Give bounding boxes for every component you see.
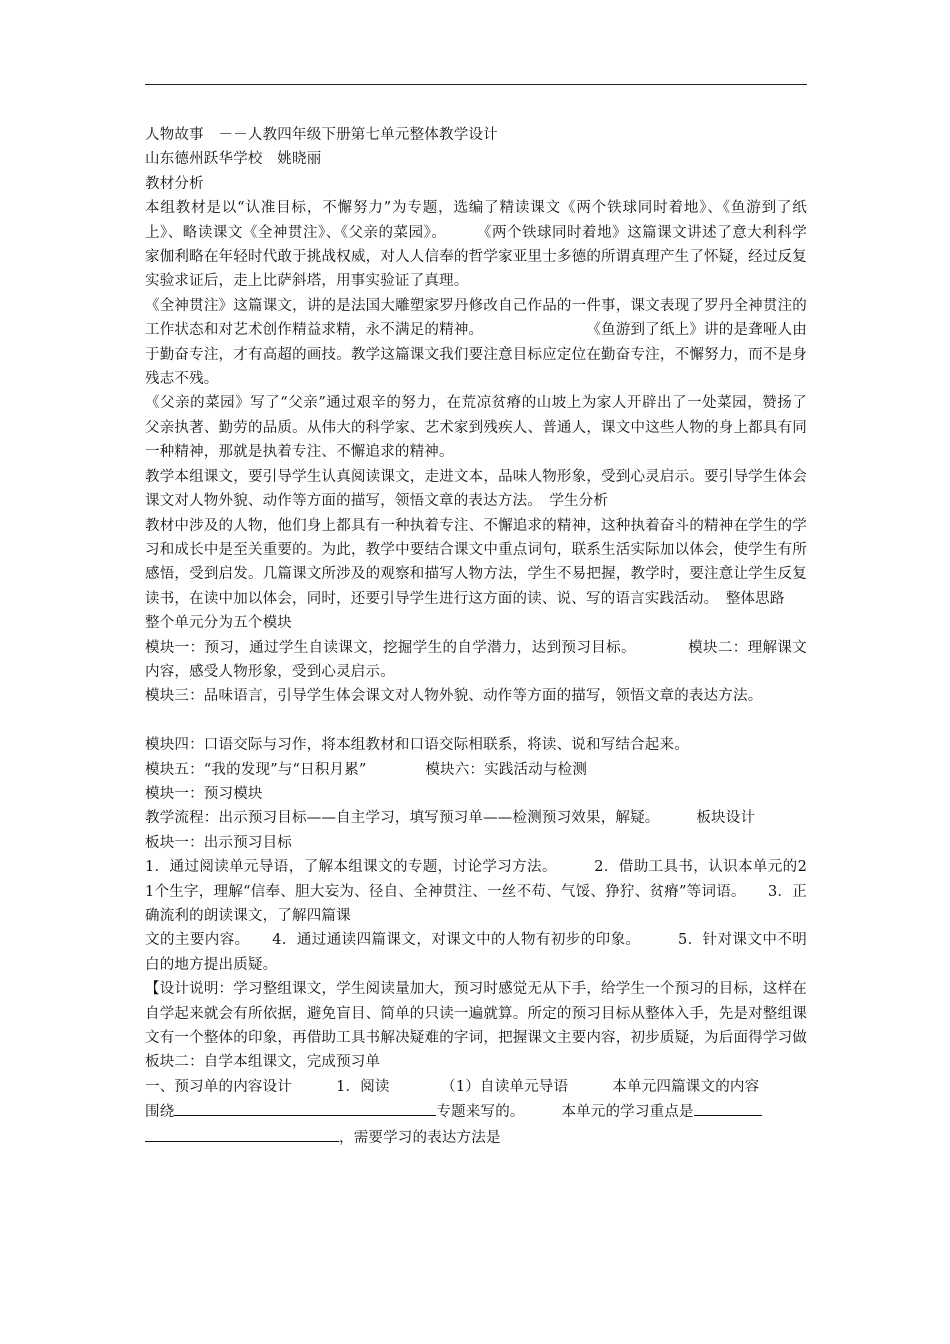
- author-line: 山东德州跃华学校 姚晓丽: [145, 151, 322, 168]
- document-title: 人物故事 －－人教四年级下册第七单元整体教学设计: [145, 127, 498, 143]
- worksheet-text: ，需要学习的表达方法是: [339, 1129, 501, 1146]
- worksheet-text: 围绕: [145, 1104, 175, 1121]
- header-rule: [145, 84, 807, 85]
- paragraph: 1．通过阅读单元导语，了解本组课文的专题，讨论学习方法。 2．借助工具书，认识本单元的21个生字，理解“信奉、胆大妄为、径自、全神贯注、一丝不苟、气馁、狰狞、贫瘠”等词语。 3．正确流利的朗读课文，了解四篇课: [145, 859, 807, 924]
- fill-blank[interactable]: [694, 1099, 762, 1116]
- fill-blank[interactable]: [174, 1099, 436, 1116]
- paragraph: 板块一：出示预习目标: [145, 834, 292, 851]
- paragraph: 模块五：“我的发现”与“日积月累” 模块六：实践活动与检测: [145, 761, 588, 778]
- paragraph: 《父亲的菜园》写了“父亲”通过艰辛的努力，在荒凉贫瘠的山坡上为家人开辟出了一处菜园，赞扬了父亲执著、勤劳的品质。从伟大的科学家、艺术家到残疾人、普通人，课文中这些人物的身上都具有同一种精神，那就是执着专注、不懈追求的精神。: [145, 395, 807, 461]
- section-heading: 教材分析: [145, 175, 204, 192]
- worksheet-line: 一、预习单的内容设计 1．阅读 （1）自读单元导语 本单元四篇课文的内容: [145, 1078, 760, 1095]
- paragraph: 模块一：预习，通过学生自读课文，挖掘学生的自学潜力，达到预习目标。 模块二：理解课文内容，感受人物形象，受到心灵启示。: [145, 639, 807, 680]
- paragraph: 整个单元分为五个模块: [145, 615, 292, 632]
- paragraph: 模块四：口语交际与习作，将本组教材和口语交际相联系，将读、说和写结合起来。: [145, 737, 689, 754]
- worksheet-line: [145, 1099, 807, 1124]
- worksheet-text: 专题来写的。 本单元的学习重点是: [436, 1104, 694, 1121]
- paragraph: 文的主要内容。 4．通过通读四篇课文，对课文中的人物有初步的印象。 5．针对课文中不明白的地方提出质疑。: [145, 932, 807, 973]
- paragraph: 【设计说明：学习整组课文，学生阅读量加大，预习时感觉无从下手，给学生一个预习的目标，这样在自学起来就会有所依据，避免盲目、简单的只读一遍就算。所定的预习目标从整体入手，先是对整组课文有一个整体的印象，再借助工具书解决疑难的字词，把握课文主要内容，初步质疑，为后面得学习做 板块二：自学本组课文，完成预习单: [145, 981, 822, 1071]
- paragraph: 教学本组课文，要引导学生认真阅读课文，走进文本，品味人物形象，受到心灵启示。要引导学生体会课文对人物外貌、动作等方面的描写，领悟文章的表达方法。 学生分析: [145, 468, 807, 510]
- paragraph: 教学流程：出示预习目标——自主学习，填写预习单——检测预习效果，解疑。 板块设计: [145, 810, 756, 827]
- worksheet-line: [145, 1125, 807, 1150]
- paragraph: 《全神贯注》这篇课文，讲的是法国大雕塑家罗丹修改自己作品的一件事，课文表现了罗丹全神贯注的工作状态和对艺术创作精益求精，永不满足的精神。 《鱼游到了纸上》讲的是聋哑人由于勤奋专注，才有高超的画技。教学这篇课文我们要注意目标应定位在勤奋专注，不懈努力，而不是身残志不残。: [145, 297, 807, 388]
- document-body: [145, 123, 822, 1150]
- paragraph: 模块一：预习模块: [145, 785, 263, 802]
- blank-line: [145, 709, 807, 733]
- paragraph: 本组教材是以“认准目标，不懈努力”为专题，选编了精读课文《两个铁球同时着地》、《鱼游到了纸上》、略读课文《全神贯注》、《父亲的菜园》。 《两个铁球同时着地》这篇课文讲述了意大利科学家伽利略在年轻时代敢于挑战权威，对人人信奉的哲学家亚里士多德的所谓真理产生了怀疑，经过反复实验求证后，走上比萨斜塔，用事实验证了真理。: [145, 200, 807, 290]
- fill-blank[interactable]: [145, 1125, 339, 1142]
- paragraph: 教材中涉及的人物，他们身上都具有一种执着专注、不懈追求的精神，这种执着奋斗的精神在学生的学习和成长中是至关重要的。为此，教学中要结合课文中重点词句，联系生活实际加以体会，使学生有所感悟，受到启发。几篇课文所涉及的观察和描写人物方法，学生不易把握，教学时，要注意让学生反复读书，在读中加以体会，同时，还要引导学生进行这方面的读、说、写的语言实践活动。 整体思路: [145, 517, 807, 607]
- paragraph: 模块三：品味语言，引导学生体会课文对人物外貌、动作等方面的描写，领悟文章的表达方法。: [145, 688, 763, 705]
